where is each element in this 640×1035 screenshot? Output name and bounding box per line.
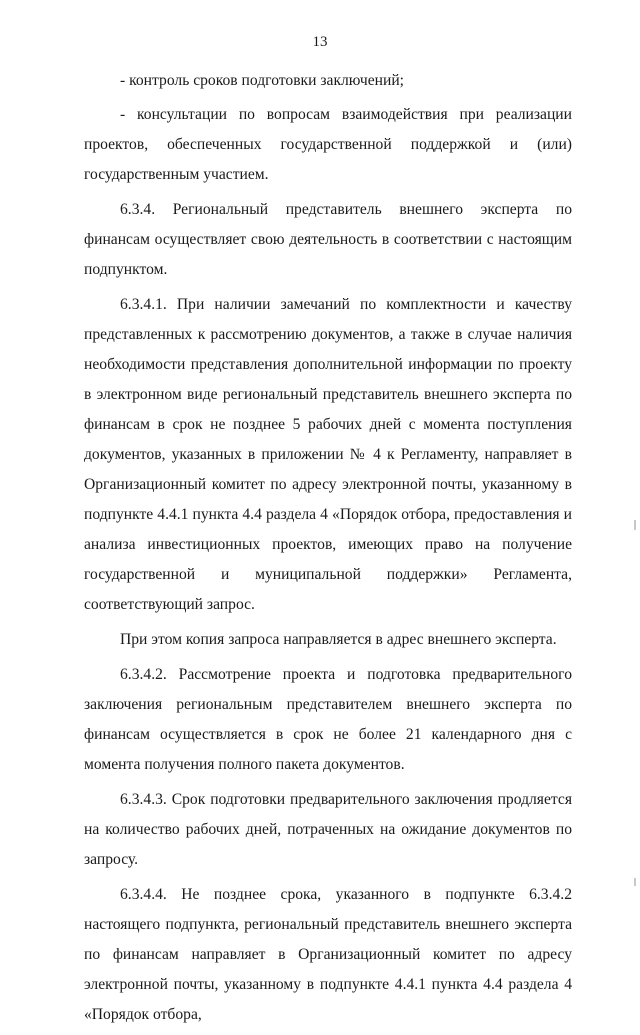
scan-edge-mark	[634, 520, 636, 530]
paragraph-6-3-4-4: 6.3.4.4. Не позднее срока, указанного в подпункте 6.3.4.2 настоящего подпункта, региональный представитель внешнего эксперта по финансам направляет в Организационный комитет по адресу электронной почты, указанному в подпункте 4.4.1 пункта 4.4 раздела 4 «Порядок отбора,	[84, 886, 572, 1023]
document-body	[84, 66, 572, 1035]
paragraph-6-3-4: 6.3.4. Региональный представитель внешнего эксперта по финансам осуществляет свою деятельность в соответствии с настоящим подпунктом.	[84, 201, 572, 278]
paragraph-6-3-4-3: 6.3.4.3. Срок подготовки предварительного заключения продляется на количество рабочих дней, потраченных на ожидание документов по запросу.	[84, 791, 572, 868]
paragraph-6-3-4-2: 6.3.4.2. Рассмотрение проекта и подготовка предварительного заключения региональным представителем внешнего эксперта по финансам осуществляется в срок не более 21 календарного дня с момента получения полного пакета документов.	[84, 666, 572, 773]
page-number: 13	[312, 34, 328, 50]
paragraph-deadline-control: - контроль сроков подготовки заключений;	[120, 72, 404, 89]
scan-edge-mark	[634, 878, 636, 886]
paragraph-6-3-4-1: 6.3.4.1. При наличии замечаний по комплектности и качеству представленных к рассмотрению документов, а также в случае наличия необходимости представления дополнительной информации по проекту в электронном виде региональный представитель внешнего эксперта по финансам в срок не позднее 5 рабочих дней с момента поступления документов, указанных в приложении № 4 к Регламенту, направляет в Организационный комитет по адресу электронной почты, указанному в подпункте 4.4.1 пункта 4.4 раздела 4 «Порядок отбора, предоставления и анализа инвестиционных проектов, имеющих право на получение государственной и муниципальной поддержки» Регламента, соответствующий запрос.	[84, 296, 572, 613]
paragraph-consultations: - консультации по вопросам взаимодействия при реализации проектов, обеспеченных государственной поддержкой и (или) государственным участием.	[84, 106, 572, 183]
paragraph-request-copy: При этом копия запроса направляется в адрес внешнего эксперта.	[120, 631, 557, 648]
